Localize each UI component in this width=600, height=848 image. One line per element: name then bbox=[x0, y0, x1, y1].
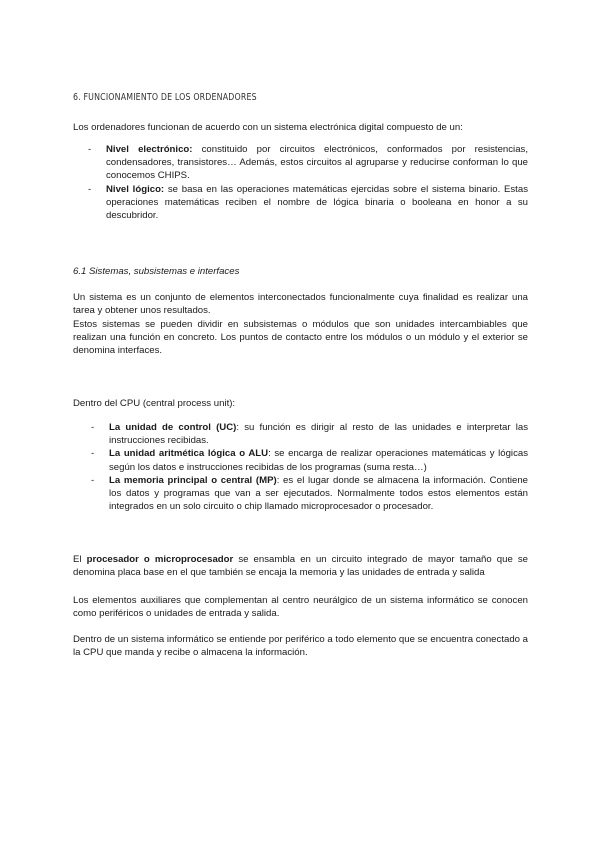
cpu-term: La unidad de control bbox=[109, 422, 211, 433]
level-text: constituido por circuitos electrónicos, conformados por resistencias, condensadores, transistores… Además, estos circuitos al agruparse y reducirse conforman lo que conocemos CHIPS. bbox=[106, 144, 528, 182]
auxiliary-paragraph: Los elementos auxiliares que complementan al centro neurálgico de un sistema informático se conocen como periféricos o unidades de entrada y salida. bbox=[73, 595, 528, 620]
cpu-text: : es el lugar donde se almacena la información. Contiene los datos y programas que van a ser ejecutados. Normalmente todos estos elementos están integrados en un solo circuito o chip llamado microprocesador o procesador. bbox=[109, 474, 528, 513]
subsystems-paragraph: Estos sistemas se pueden dividir en subsistemas o módulos que son unidades intercambiables que realizan una función en concreto. Los puntos de contacto entre los módulos o un módulo y el exterior se denomina interfaces. bbox=[73, 319, 528, 357]
cpu-text: : su función es dirigir al resto de las unidades e interpretar las instrucciones recibidas. bbox=[109, 422, 528, 447]
section-6-title: 6. FUNCIONAMIENTO DE LOS ORDENADORES bbox=[73, 92, 257, 103]
processor-text: se ensambla en un circuito integrado de mayor tamaño que se denomina placa base en el que también se encaja la memoria y las unidades de entrada y salida bbox=[73, 554, 528, 579]
level-term: Nivel electrónico: bbox=[106, 144, 193, 155]
processor-prefix: El bbox=[73, 554, 87, 565]
list-item bbox=[88, 143, 528, 183]
cpu-term: La memoria principal o central bbox=[109, 474, 253, 486]
section-6-1-title: 6.1 Sistemas, subsistemas e interfaces bbox=[73, 266, 240, 277]
levels-list bbox=[88, 143, 528, 222]
cpu-components-list bbox=[91, 421, 528, 513]
dash-bullet: - bbox=[91, 474, 95, 486]
dash-bullet: - bbox=[88, 144, 92, 155]
dash-bullet: - bbox=[91, 422, 95, 433]
list-item bbox=[91, 447, 528, 473]
dash-bullet: - bbox=[88, 183, 92, 195]
peripheral-paragraph: Dentro de un sistema informático se entiende por periférico a todo elemento que se encuentra conectado a la CPU que manda y recibe o almacena la información. bbox=[73, 634, 528, 659]
cpu-intro: Dentro del CPU (central process unit): bbox=[73, 398, 236, 409]
list-item bbox=[91, 421, 528, 447]
level-term: Nivel lógico: bbox=[106, 183, 165, 195]
processor-paragraph bbox=[73, 553, 528, 579]
processor-term: procesador o microprocesador bbox=[86, 554, 234, 565]
list-item bbox=[91, 474, 528, 514]
section-6-intro: Los ordenadores funcionan de acuerdo con un sistema electrónica digital compuesto de un: bbox=[73, 122, 463, 133]
cpu-abbr: (UC) bbox=[210, 422, 237, 433]
list-item bbox=[88, 183, 528, 223]
dash-bullet: - bbox=[91, 448, 95, 460]
level-text: se basa en las operaciones matemáticas ejercidas sobre el sistema binario. Estas operaciones matemáticas reciben el nombre de lógica binaria o booleana en honor a su descubridor. bbox=[106, 183, 528, 222]
cpu-abbr: (MP) bbox=[252, 474, 277, 486]
cpu-text: : se encarga de realizar operaciones matemáticas y lógicas según los datos e instrucciones recibidas de los programas (suma resta…) bbox=[109, 448, 528, 473]
cpu-term: La unidad aritmética lógica o ALU bbox=[109, 448, 269, 460]
system-definition: Un sistema es un conjunto de elementos interconectados funcionalmente cuya finalidad es realizar una tarea y obtener unos resultados. bbox=[73, 292, 528, 317]
